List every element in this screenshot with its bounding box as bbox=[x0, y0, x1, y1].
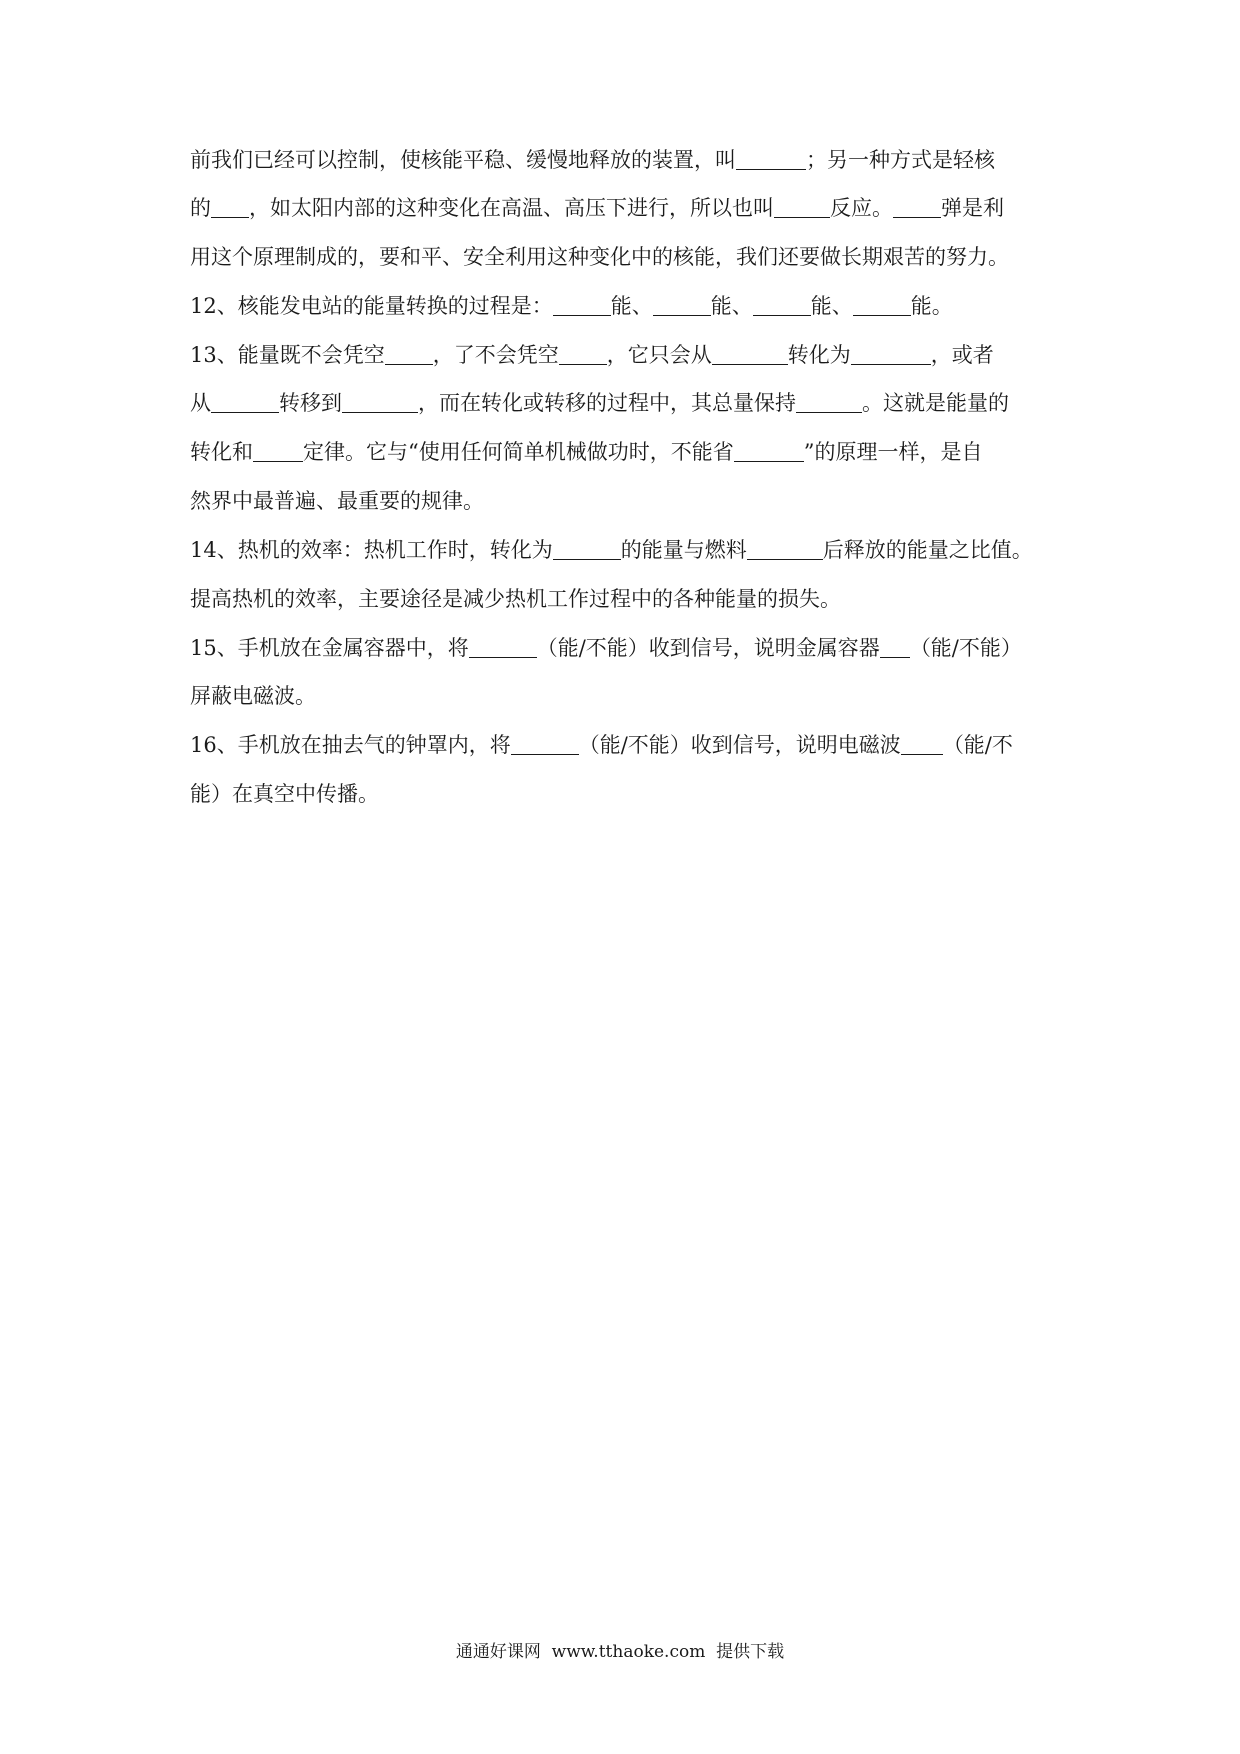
fill-blank[interactable] bbox=[880, 637, 910, 658]
footer-text: 通通好课网 www.tthaoke.com 提供下载 bbox=[455, 1642, 785, 1662]
text-segment: 能、 bbox=[610, 294, 653, 318]
fill-blank[interactable] bbox=[853, 295, 911, 316]
text-segment: 15、手机放在金属容器中，将 bbox=[190, 636, 469, 660]
text-segment: （能/不能）收到信号，说明电磁波 bbox=[578, 733, 901, 757]
text-segment: ”的原理一样，是自 bbox=[803, 440, 983, 464]
text-segment: ，它只会从 bbox=[606, 343, 712, 367]
text-line-8 bbox=[190, 487, 484, 515]
text-line-3 bbox=[190, 243, 1009, 271]
fill-blank[interactable] bbox=[342, 392, 418, 413]
fill-blank[interactable] bbox=[796, 392, 862, 413]
text-line-7 bbox=[190, 438, 982, 466]
text-segment: 能、 bbox=[810, 294, 853, 318]
text-segment: ，而在转化或转移的过程中，其总量保持 bbox=[418, 391, 796, 415]
fill-blank[interactable] bbox=[469, 637, 537, 658]
text-segment: 转化和 bbox=[190, 440, 253, 464]
fill-blank[interactable] bbox=[893, 197, 941, 218]
text-segment: （能/不 bbox=[942, 733, 1013, 757]
text-line-6 bbox=[190, 389, 1009, 417]
fill-blank[interactable] bbox=[211, 197, 249, 218]
text-segment: 13、能量既不会凭空 bbox=[190, 343, 385, 367]
text-segment: 能、 bbox=[710, 294, 753, 318]
fill-blank[interactable] bbox=[901, 734, 943, 755]
text-segment: 。这就是能量的 bbox=[862, 391, 1009, 415]
text-segment: 能）在真空中传播。 bbox=[190, 782, 379, 806]
text-segment: 用这个原理制成的，要和平、安全利用这种变化中的核能，我们还要做长期艰苦的努力。 bbox=[190, 245, 1009, 269]
text-segment: 的能量与燃料 bbox=[620, 538, 747, 562]
text-segment: 转化为 bbox=[787, 343, 851, 367]
text-segment: 能。 bbox=[910, 294, 953, 318]
fill-blank[interactable] bbox=[553, 539, 621, 560]
text-line-1 bbox=[190, 146, 995, 174]
fill-blank[interactable] bbox=[747, 539, 823, 560]
fill-blank[interactable] bbox=[553, 295, 611, 316]
text-segment: 12、核能发电站的能量转换的过程是： bbox=[190, 294, 553, 318]
fill-blank[interactable] bbox=[734, 441, 804, 462]
question-13 bbox=[190, 341, 994, 369]
text-segment: 16、手机放在抽去气的钟罩内，将 bbox=[190, 733, 511, 757]
fill-blank[interactable] bbox=[559, 344, 607, 365]
text-line-14 bbox=[190, 780, 379, 808]
text-segment: 从 bbox=[190, 391, 211, 415]
text-segment: 后释放的能量之比值。 bbox=[822, 538, 1033, 562]
question-16 bbox=[190, 731, 1013, 759]
fill-blank[interactable] bbox=[774, 197, 830, 218]
fill-blank[interactable] bbox=[385, 344, 433, 365]
text-line-12 bbox=[190, 682, 316, 710]
fill-blank[interactable] bbox=[211, 392, 279, 413]
text-segment: 转移到 bbox=[279, 391, 342, 415]
text-segment: （能/不能）收到信号，说明金属容器 bbox=[536, 636, 880, 660]
text-line-2 bbox=[190, 194, 1004, 222]
fill-blank[interactable] bbox=[253, 441, 303, 462]
fill-blank[interactable] bbox=[736, 149, 806, 170]
text-segment: ；另一种方式是轻核 bbox=[806, 148, 995, 172]
text-segment: 前我们已经可以控制，使核能平稳、缓慢地释放的装置，叫 bbox=[190, 148, 736, 172]
text-segment: ，了不会凭空 bbox=[432, 343, 559, 367]
fill-blank[interactable] bbox=[753, 295, 811, 316]
text-segment: ，或者 bbox=[930, 343, 994, 367]
question-14 bbox=[190, 536, 1033, 564]
question-12 bbox=[190, 292, 953, 320]
text-segment: 的 bbox=[190, 196, 211, 220]
fill-blank[interactable] bbox=[653, 295, 711, 316]
fill-blank[interactable] bbox=[851, 344, 931, 365]
page-footer bbox=[0, 1640, 1240, 1664]
text-segment: 提高热机的效率，主要途径是减少热机工作过程中的各种能量的损失。 bbox=[190, 587, 841, 611]
text-segment: 定律。它与“使用任何简单机械做功时，不能省 bbox=[303, 440, 734, 464]
text-segment: 弹是利 bbox=[941, 196, 1004, 220]
fill-blank[interactable] bbox=[712, 344, 788, 365]
question-15 bbox=[190, 634, 1022, 662]
text-segment: 然界中最普遍、最重要的规律。 bbox=[190, 489, 484, 513]
text-segment: ，如太阳内部的这种变化在高温、高压下进行，所以也叫 bbox=[249, 196, 774, 220]
text-segment: 反应。 bbox=[830, 196, 893, 220]
text-line-10 bbox=[190, 585, 841, 613]
text-segment: （能/不能） bbox=[909, 636, 1022, 660]
text-segment: 14、热机的效率：热机工作时，转化为 bbox=[190, 538, 553, 562]
fill-blank[interactable] bbox=[511, 734, 579, 755]
text-segment: 屏蔽电磁波。 bbox=[190, 684, 316, 708]
